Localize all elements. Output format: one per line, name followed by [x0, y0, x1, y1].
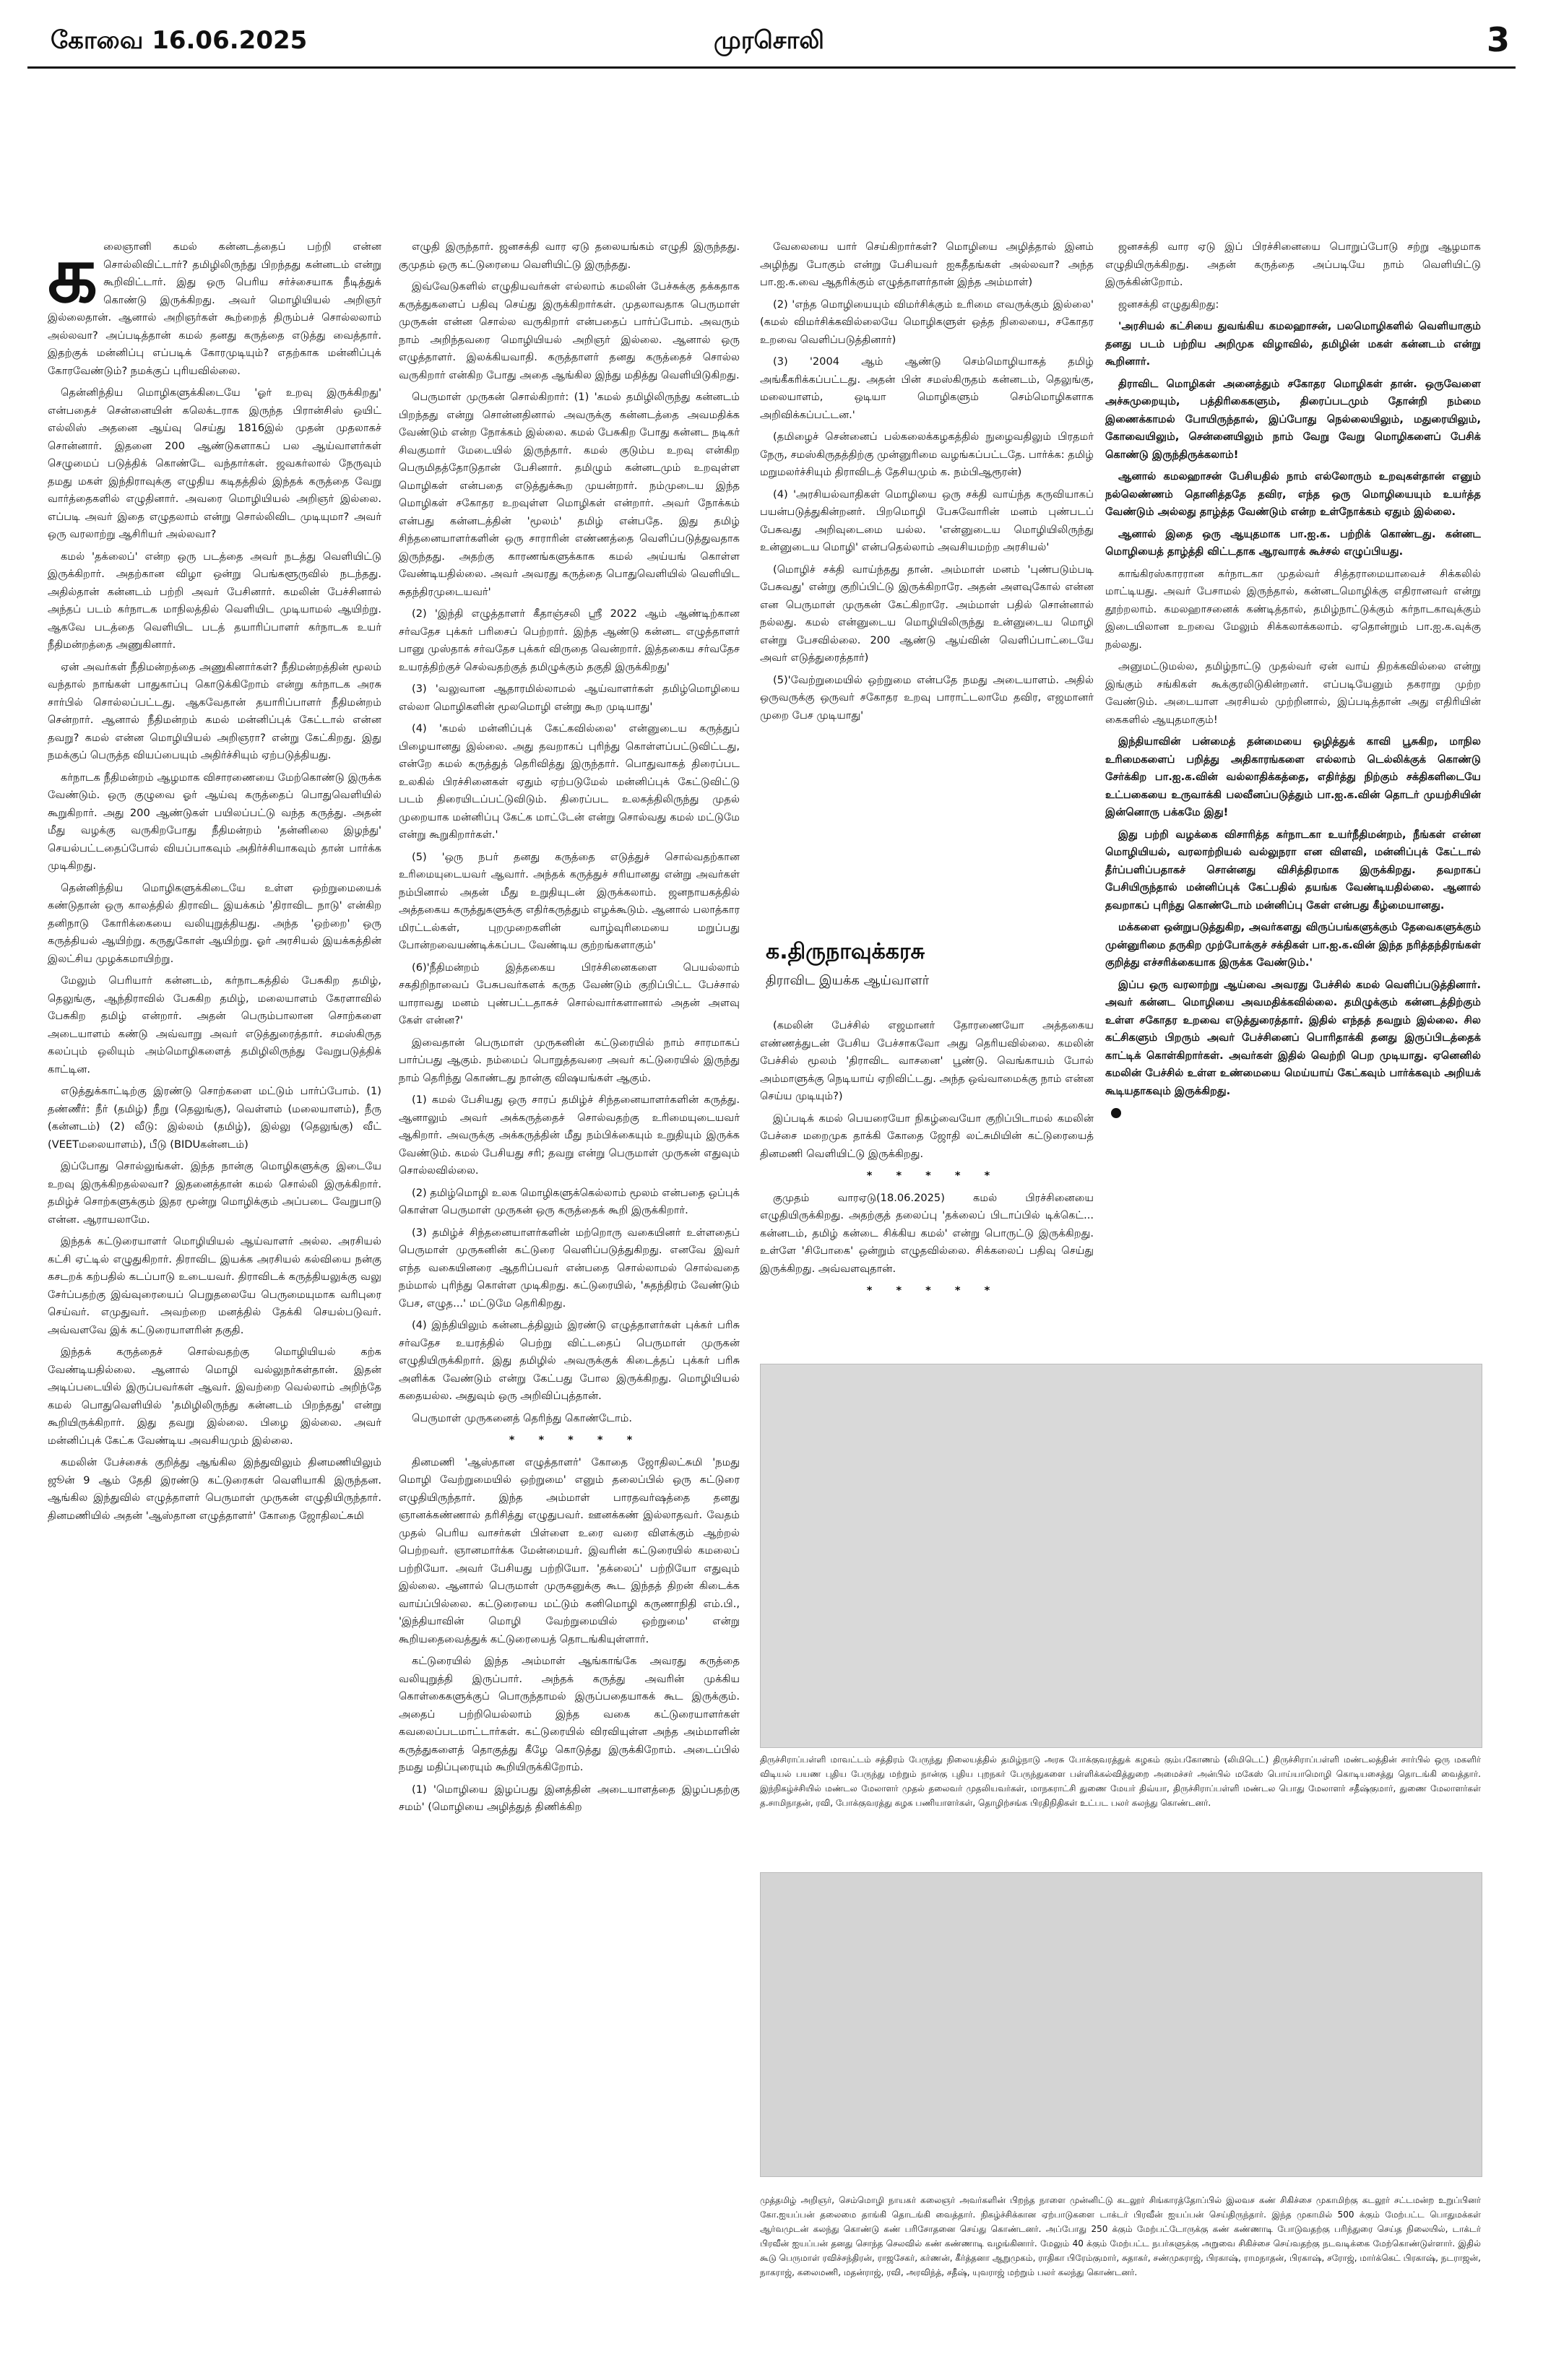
paragraph: (2) தமிழ்மொழி உலக மொழிகளுக்கெல்லாம் மூலம் என்பதை ஒப்புக் கொள்ள பெருமாள் முருகன் ஒரு கருத்தைக் கூறி இருக்கிறார்.: [399, 1186, 740, 1216]
paragraph: (கமலின் பேச்சில் எஜமானர் தோரணையோ அத்தகைய எண்ணத்துடன் பேசிய பேச்சாகவோ அது தெரியவில்லை. கமலின் பேச்சில் மூலம் 'திராவிட வாசனை' பூண்டு. வெங்காயம் போல் அம்மாளுக்கு நெடியாய் ஏறிவிட்டது. அந்த ஒவ்வாமைக்கு நாம் என்ன செய்ய முடியும்?): [760, 1019, 1094, 1102]
paragraph: தென்னிந்திய மொழிகளுக்கிடையே 'ஓர் உறவு இருக்கிறது' என்பதைச் சென்னையின் கலெக்டராக இருந்த பிரான்சிஸ் ஒயிட் எல்லிஸ் அதனை ஆய்வு செய்து 1816இல் முதன் முதலாகச் சொன்னார். இதனை 200 ஆண்டுகளாகப் பல ஆய்வாளர்கள் செழுமைப் படுத்திக் கொண்டே வந்தார்கள். ஜவகர்லால் நேருவும் தமது மகள் இந்திராவுக்கு எழுதிய கடிதத்தில் இந்தக் கருத்தை வேறு வார்த்தைகளில் எழுதினார். அவரை மொழியியல் அறிஞர் இல்லை. எப்படி அவர் இதை எழுதலாம் என்று சொல்லிவிட முடியுமா? அவர் ஒரு வரலாற்று ஆசிரியர் அல்லவா?: [48, 386, 381, 540]
paragraph: இப்போது சொல்லுங்கள். இந்த நான்கு மொழிகளுக்கு இடையே உறவு இருக்கிறதல்லவா? இதனைத்தான் கமல் சொல்லி இருக்கிறார். தமிழ்ச் சொற்களுக்கும் இதர மூன்று மொழிக்கும் அப்படை வேறுபாடு என்ன. ஆராயலாமே.: [48, 1160, 381, 1226]
photo-caption-1: திருச்சிராப்பள்ளி மாவட்டம் சத்திரம் பேருந்து நிலையத்தில் தமிழ்நாடு அரசு போக்குவரத்துக் கழகம் கும்பகோணம் (லிமிடெட்) திருச்சிராப்பள்ளி மண்டலத்தின் சார்பில் ஒரு மகளிர் விடியல் பயண புதிய பேருந்து மற்றும் நான்கு புதிய புறநகர் பேருந்துகளை பள்ளிக்கல்வித்துறை அமைச்சர் அன்பில் மகேஸ் பொய்யாமொழி கொடியசைத்து தொடங்கி வைத்தார். இந்நிகழ்ச்சியில் மண்டல மேலாளர் முதல் தலைவர் முதலியவர்கள், மாநகராட்சி துணை மேயர் திவ்யா, திருச்சிராப்பள்ளி மண்டல பொது மேலாளர் சதீஷ்குமார், துணை மேலாளர்கள் த.சாமிநாதன், ரவி, போக்குவரத்து கழக பணியாளர்கள், தொழிற்சங்க பிரதிநிதிகள் உட்பட பலர் கலந்து கொண்டனர்.: [760, 1754, 1481, 1808]
paragraph: குமுதம் வாரஏடு(18.06.2025) கமல் பிரச்சினையை எழுதியிருக்கிறது. அதற்குத் தலைப்பு 'தக்லைப் பிடாப்பில் டிக்கெட்... கன்னடம், தமிழ் கன்டை சிக்கிய கமல்' என்று பொருட்டு இருக்கிறது. உள்ளே 'சிபோகை' ஒன்றும் எழுதவில்லை. சிக்கலைப் பதிவு செய்து இருக்கிறது. அவ்வளவுதான்.: [760, 1191, 1094, 1275]
section-separator: * * * * *: [509, 1434, 643, 1446]
paragraph: ஏன் அவர்கள் நீதிமன்றத்தை அணுகினார்கள்? நீதிமன்றத்தின் மூலம் வந்தால் நாங்கள் பாதுகாப்பு கொடுக்கிறோம் என்று கர்நாடக அரசு சார்பில் சொல்லப்பட்டது. ஆகவேதான் தயாரிப்பாளர் நீதிமன்றம் சென்றார். ஆனால் நீதிமன்றம் கமல் மன்னிப்புக் கேட்டால் என்ன தவறு? கமல் என்ன மொழியியல் அறிஞரா? என்று கேட்கிறது. இது நமக்குப் பெருத்த வியப்பையும் அதிர்ச்சியும் ஏற்படுத்தியது.: [48, 660, 381, 761]
paragraph: இப்படிக் கமல் பெயரையோ நிகழ்வையோ குறிப்பிடாமல் கமலின் பேச்சை மறைமுக தாக்கி கோதை ஜோதி லட்சுமியின் கட்டுரையைத் தினமணி வெளியிட்டு இருக்கிறது.: [760, 1112, 1094, 1160]
paragraph: கட்டுரையில் இந்த அம்மாள் ஆங்காங்கே அவரது கருத்தை வலியுறுத்தி இருப்பார். அந்தக் கருத்து அவரின் முக்கிய கொள்கைகளுக்குப் பொருந்தாமல் இருப்பதையாகக் கூட இருக்கும். அதைப் பற்றியெல்லாம் இந்த வகை கட்டுரையாளர்கள் கவலைப்படமாட்டார்கள். கட்டுரையில் விரவியுள்ள அந்த அம்மாளின் கருத்துகளைத் தொகுத்து கீழே கொடுத்து இருக்கிறோம். அடைப்பில் நமது மதிப்புரையும் கூறியிருக்கிறோம்.: [399, 1655, 740, 1773]
paragraph: கமலின் பேச்சைக் குறித்து ஆங்கில இந்துவிலும் தினமணியிலும் ஜூன் 9 ஆம் தேதி இரண்டு கட்டுரைகள் வெளியாகி இருந்தன. ஆங்கில இந்துவில் எழுத்தாளர் பெருமாள் முருகன் எழுதியிருந்தார். தினமணியில் அதன் 'ஆஸ்தான எழுத்தாளர்' கோதை ஜோதிலட்சுமி: [48, 1456, 381, 1522]
paragraph: லைஞானி கமல் கன்னடத்தைப் பற்றி என்ன சொல்லிவிட்டார்? தமிழிலிருந்து பிறந்தது கன்னடம் என்று கூறிவிட்டார். இது ஒரு பெரிய சர்ச்சையாக நீடித்துக் கொண்டு இருக்கிறது. அவர் மொழியியல் அறிஞர் இல்லைதான். ஆனால் அறிஞர்கள் கூற்றைத் திரும்பச் சொல்லலாம் அல்லவா? அப்படித்தான் கமல் தனது கருத்தை எடுத்து வைத்தார். இதற்குக் மன்னிப்பு எப்படிக் கோரமுடியும்? எதற்காக மன்னிப்புக் கோரவேண்டும்? நமக்குப் புரியவில்லை.: [48, 241, 381, 377]
paragraph: மேலும் பெரியார் கன்னடம், கர்நாடகத்தில் பேசுகிற தமிழ், தெலுங்கு, ஆந்திராவில் பேசுகிற தமிழ், மலையாளம் கேரளாவில் பேசுகிற தமிழ் என்றார். அதன் பெரும்பாலான சொற்களை அடையாளம் கண்டு அவ்வாறு அவர் எடுத்துரைத்தார். சமஸ்கிருத கலப்பும் ஒலியும் அம்மொழிகளைத் தமிழிலிருந்து வேறுபடுத்திக் காட்டின.: [48, 974, 381, 1076]
paragraph: ஜனசக்தி வார ஏடு இப் பிரச்சினையை பொறுப்போடு சற்று ஆழமாக எழுதியிருக்கிறது. அதன் கருத்தை அப்படியே நாம் வெளியிட்டு இருக்கின்றோம்.: [1105, 241, 1481, 288]
paragraph: இந்தக் கருத்தைச் சொல்வதற்கு மொழியியல் கற்க வேண்டியதில்லை. ஆனால் மொழி வல்லுநர்கள்தான். இதன் அடிப்படையில் இருப்பவர்கள் ஆவர். இவற்றை வெல்லாம் அறிந்தே கமல் பொதுவெளியில் 'தமிழிலிருந்து கன்னடம் பிறந்தது' என்று கூறியிருக்கிறார். இது தவறு இல்லை. பிழை இல்லை. அவர் மன்னிப்புக் கேட்க வேண்டிய அவசியமும் இல்லை.: [48, 1346, 381, 1447]
paragraph: கமல் 'தக்லைப்' என்ற ஒரு படத்தை அவர் நடத்து வெளியிட்டு இருக்கிறார். அதற்கான விழா ஒன்று பெங்களூருவில் நடந்தது. அதில்தான் கன்னடம் பற்றி அவர் பேசினார். கமலின் பேச்சினால் அந்தப் படம் கர்நாடக மாநிலத்தில் வெளியிட முடியாமல் ஆயிற்று. ஆகவே படத்தை வெளியிட படத் தயாரிப்பாளர் கர்நாடக உயர் நீதிமன்றத்தை அணுகினார்.: [48, 550, 381, 651]
paragraph: எடுத்துக்காட்டிற்கு இரண்டு சொற்களை மட்டும் பார்ப்போம். (1) தண்ணீர்: நீர் (தமிழ்) நீறு (தெலுங்கு), வெள்ளம் (மலையாளம்), நீரு (கன்னடம்) (2) வீடு: இல்லம் (தமிழ்), இல்லு (தெலுங்கு) வீட் (VEETமலையாளம்), பீடு (BIDUகன்னடம்): [48, 1085, 381, 1151]
paragraph: எழுதி இருந்தார். ஜனசக்தி வார ஏடு தலையங்கம் எழுதி இருந்தது. குமுதம் ஒரு கட்டுரையை வெளியிட்டு இருந்தது.: [399, 241, 740, 271]
paragraph: பெருமாள் முருகனைத் தெரிந்து கொண்டோம்.: [412, 1411, 632, 1424]
header-rule: [27, 66, 1516, 69]
article-column-3: [760, 238, 1094, 917]
paragraph: (4) 'அரசியல்வாதிகள் மொழியை ஒரு சக்தி வாய்ந்த கருவியாகப் பயன்படுத்துகின்றனர். பிறமொழி பேசுவோரின் மனம் புண்படப் பேசுவது அறிவுடைமை யல்ல. 'என்னுடைய மொழியிலிருந்து உன்னுடைய மொழி' என்பதெல்லாம் அவசியமற்ற அரசியல்': [760, 488, 1094, 553]
paragraph: தினமணி 'ஆஸ்தான எழுத்தாளர்' கோதை ஜோதிலட்சுமி 'நமது மொழி வேற்றுமையில் ஒற்றுமை' எனும் தலைப்பில் ஒரு கட்டுரை எழுதியிருந்தார். இந்த அம்மாள் பாரதவர்ஷத்தை தனது ஞானக்கண்ணால் தரிசித்து எழுதுபவர். ஊனக்கண் இல்லாதவர். வேதம் முதல் பெரிய வாசர்கள் பிள்ளை உரை வரை விளக்கும் ஆற்றல் பெற்றவர். ஞானமார்க்க மேன்மையர். இவரின் கட்டுரையில் கமலைப் பற்றியோ. அவர் பேசியது பற்றியோ. 'தக்லைப்' பற்றியோ எதுவும் இல்லை. ஆனால் பெருமாள் முருகனுக்கு கூட இந்தத் திறன் கிடைக்க வாய்ப்பில்லை. கட்டுரையை மட்டும் கனிமொழி கருணாநிதி எம்.பி., 'இந்தியாவின் மொழி வேற்றுமையில் ஒற்றுமை' என்று கூறியதைவைத்துக் கட்டுரையைத் தொடங்கியுள்ளார்.: [399, 1455, 740, 1645]
page-header: [27, 20, 1516, 59]
paragraph: இது பற்றி வழக்கை விசாரித்த கர்நாடகா உயர்நீதிமன்றம், நீங்கள் என்ன மொழியியல், வரலாற்றியல் வல்லுநரா என விளவி, மன்னிப்புக் கேட்டால் தீர்ப்பளிப்பதாகச் சொன்னது விசித்திரமாக இருக்கிறது. தவறாகப் பேசியிருந்தால் மன்னிப்புக் கேட்பதில் தயங்க வேண்டியதில்லை. ஆனால் தவறாகப் புரிந்து கொண்டோம் மன்னிப்பு கேள் என்பது கீழ்மையானது.: [1105, 828, 1481, 912]
edition-date: கோவை 16.06.2025: [51, 26, 308, 55]
news-photo-bus-launch: [760, 1364, 1482, 1748]
drop-cap: க: [48, 238, 98, 320]
paragraph: (5) 'ஒரு நபர் தனது கருத்தை எடுத்துச் சொல்வதற்கான உரிமையுடையவர் ஆவார். அந்தக் கருத்துச் சரியானது என்று அவர்கள் நம்பினால் அதன் மீது உறுதியுடன் இருக்கலாம். ஜனநாயகத்தில் அத்தகைய கருத்துகளுக்கு எதிர்கருத்தும் எழக்கூடும். ஆனால் பலாத்கார மிரட்டல்கள், புறமுறைகளின் வாழ்வுரிமையை மறுப்பது போன்றவையண்டிக்கப்பட வேண்டிய குற்றங்களாகும்': [399, 850, 740, 951]
paragraph: ஜனசக்தி எழுதுகிறது:: [1118, 298, 1219, 311]
paragraph: (6)'நீதிமன்றம் இத்தகைய பிரச்சினைகளை பெயல்லாம் சகதிறிநாவைப் பேசுபவர்களக் கருத வேண்டும் குறிப்பிட்ட பேச்சால் யாராவது மனம் புண்பட்டதாகச் சொல்வார்களானால் அதன் அளவு கேள் என்ன?': [399, 961, 740, 1026]
paragraph: இவைதான் பெருமாள் முருகனின் கட்டுரையில் நாம் சாரமாகப் பார்ப்பது ஆகும். நம்மைப் பொறுத்தவரை அவர் கட்டுரையில் இருந்து நாம் தெரிந்து கொண்டது நான்கு விஷயங்கள் ஆகும்.: [399, 1036, 740, 1084]
page-number: 3: [1486, 20, 1510, 59]
paragraph: இந்தியாவின் பன்மைத் தன்மையை ஒழித்துக் காவி பூசுகிற, மாநில உரிமைகளைப் பறித்து அதிகாரங்களை எல்லாம் டெல்லிக்குக் கொண்டு சேர்க்கிற பா.ஐ.க.வின் வல்லாதிக்கத்தை, எதிர்த்து நிற்கும் சக்திகளிடையே உட்பகையை உருவாக்கி பலவீனப்படுத்தும் பா.ஐ.க.வின் தொடர் முயற்சியின் இன்னொரு பக்கமே இது!: [1105, 735, 1481, 818]
article-column-1: [48, 238, 381, 1986]
paragraph: காங்கிரஸ்காரரான கர்நாடகா முதல்வர் சித்தராமையாவைச் சிக்கலில் மாட்டியது. அவர் பேசாமல் இருந்தால், கன்னடமொழிக்கு எதிரானவர் என்று தூற்றலாம். கமலஹாசனைக் கண்டித்தால், தமிழ்நாட்டுக்கும் கர்நாடகாவுக்கும் இடையிலான உறவை மேலும் சிக்கலாக்கலாம். ஏதொன்றும் பா.ஐ.க.வுக்கு நல்லது.: [1105, 567, 1481, 651]
paragraph: 'அரசியல் கட்சியை துவங்கிய கமலஹாசன், பலமொழிகளில் வெளியாகும் தனது படம் பற்றிய அறிமுக விழாவில், தமிழின் மகள் கன்னடம் என்று கூறினார்.: [1105, 320, 1481, 368]
section-separator: * * * * *: [866, 1169, 1000, 1182]
end-mark-icon: [1111, 1108, 1121, 1118]
paragraph: (3) தமிழ்ச் சிந்தனையாளர்களின் மற்றொரு வகையினர் உள்ளதைப் பெருமாள் முருகனின் கட்டுரை வெளிப்படுத்துகிறது. எனவே இவர் எந்த வகையினரை ஆதரிப்பவர் என்பதை சொல்லாமல் சொல்வதை நம்மால் புரிந்து கொள்ள முடிகிறது. கட்டுரையில், 'சுதந்திரம் வேண்டும் பேச, எழுத...' மட்டுமே தெரிகிறது.: [399, 1226, 740, 1310]
paragraph: இப்ப ஒரு வரலாற்று ஆய்வை அவரது பேச்சில் கமல் வெளிப்படுத்தினார். அவர் கன்னட மொழியை அவமதிக்கவில்லை. தமிழுக்கும் கன்னடத்திற்கும் உள்ள சகோதர உறவை எடுத்துரைத்தார். இதில் எந்தத் தவறும் இல்லை. சில கட்சிகளும் பிறரும் அவர் பேச்சினைப் பொரிதாக்கி தனது இருப்பிடத்தைக் காட்டிக் கொள்கிறார்கள். அவர்கள் இதில் வெற்றி பெற முடியாது. ஏனெனில் கமலின் பேச்சில் உள்ள உண்மையை மெய்யாய் கேட்கவும் பார்க்கவும் அறியக் கூடியதாகவும் இருக்கிறது.: [1105, 978, 1481, 1097]
author-role: திராவிட இயக்க ஆய்வாளர்: [766, 973, 930, 988]
paragraph: அனுமட்டுமல்ல, தமிழ்நாட்டு முதல்வர் ஏன் வாய் திறக்கவில்லை என்று இங்கும் சங்கிகள் கூக்குரலிடுகின்றனர். எப்படியேனும் தகராறு முற்ற வேண்டும். அடையாள அரசியல் முற்றினால், இப்படித்தான் அது எதிரியின் கைகளில் ஆயுதமாகும்!: [1105, 660, 1481, 726]
paragraph: கர்நாடக நீதிமன்றம் ஆழமாக விசாரணையை மேற்கொண்டு இருக்க வேண்டும். ஒரு குழுவை ஓர் ஆய்வு கருத்தைப் பொதுவெளியில் கூறுகிறார். அது 200 ஆண்டுகள் பயிலப்பட்டு வந்த கருத்து. அதன் மீது வழக்கு வருகிறபோது நீதிமன்றம் 'தன்னிலை இழந்து' செயல்பட்டதைப்போல் வியப்பாகவும் அதிர்ச்சியாகவும் தான் பார்க்க முடிகிறது.: [48, 771, 381, 872]
paragraph: மக்களை ஒன்றுபடுத்துகிற, அவர்களது விருப்பங்களுக்கும் தேவைகளுக்கும் முன்னுரிமை தருகிற முற்போக்குச் சக்திகள் பா.ஐ.க.வின் இந்த நரித்தந்திரங்கள் குறித்து எச்சரிக்கையாக இருக்க வேண்டும்.': [1105, 921, 1481, 969]
paragraph: (மொழிச் சக்தி வாய்ந்தது தான். அம்மாள் மனம் 'புண்படும்படி பேசுவது' என்று குறிப்பிட்டு இருக்கிறாரே. அதன் அளவுகோல் என்ன என பெருமாள் முருகன் கேட்கிறாரே. அம்மாள் பதில் சொன்னால் நல்லது. கமல் என்னுடைய மொழியிலிருந்து உன்னுடைய மொழி என்று பேசவில்லை. 200 ஆண்டு ஆய்வின் வெளிப்பாட்டையே அவர் எடுத்துரைத்தார்): [760, 563, 1094, 664]
paragraph: (1) 'மொழியை இழப்பது இனத்தின் அடையாளத்தை இழப்பதற்கு சமம்' (மொழியை அழித்துத் திணிக்கிற: [399, 1783, 740, 1813]
paragraph: (4) இந்தியிலும் கன்னடத்திலும் இரண்டு எழுத்தாளர்கள் புக்கர் பரிசு சர்வதேச உயரத்தில் பெற்று விட்டதைப் பெருமாள் முருகன் எழுதியிருக்கிறார். இது தமிழில் அவருக்குக் கிடைத்தப் புக்கர் பரிசு அளிக்க வேண்டும் என்று கேட்பது போல இருக்கிறது. மொழியியல் கதையல்ல. அதுவும் ஒரு அறிவிப்புத்தான்.: [399, 1319, 740, 1402]
news-photo-eye-camp: [760, 1872, 1482, 2177]
paragraph: ஆனால் இதை ஒரு ஆயுதமாக பா.ஐ.க. பற்றிக் கொண்டது. கன்னட மொழியைத் தாழ்த்தி விட்டதாக ஆரவாரக் கூச்சல் எழுப்பியது.: [1105, 527, 1481, 558]
article-column-3-continued: [760, 1017, 1094, 1335]
paragraph: (தமிழைச் சென்னைப் பல்கலைக்கழகத்தில் நுழைவதிலும் பிரதமர் நேரு, சமஸ்கிருதத்திற்கு முன்னுரிமை வழங்கப்பட்டதே. பார்க்க: தமிழ் மறுமலர்ச்சியும் திராவிடத் தேசியமும் க. நம்பிஆரூரன்): [760, 430, 1094, 478]
paragraph: இவ்வேடுகளில் எழுதியவர்கள் எல்லாம் கமலின் பேச்சுக்கு தக்கதாக கருத்துகளைப் பதிவு செய்து இருக்கிறார்கள். முதலாவதாக பெருமாள் முருகன் என்ன சொல்ல வருகிறார் என்பதைப் பார்ப்போம். அவரும் நாம் அறிந்தவரை மொழியியல் அறிஞர் இல்லை. ஆனால் ஒரு எழுத்தாளர். இலக்கியவாதி. கருத்தாளர் தனது கருத்தைச் சொல்ல வருகிறார் என்கிற போது அதை ஆங்கில இந்து மதித்து வெளியிடுகிறது.: [399, 280, 740, 381]
paragraph: (3) '2004 ஆம் ஆண்டு செம்மொழியாகத் தமிழ் அங்கீகரிக்கப்பட்டது. அதன் பின் சமஸ்கிருதம் கன்னடம், தெலுங்கு, மலையாளம், ஒடியா மொழிகளும் செம்மொழிகளாக அறிவிக்கப்பட்டன.': [760, 355, 1094, 421]
paragraph: பெருமாள் முருகன் சொல்கிறார்: (1) 'கமல் தமிழிலிருந்து கன்னடம் பிறந்தது என்று சொன்னதினால் அவருக்கு கன்னடத்தை அவமதிக்க வேண்டும் என்ற நோக்கம் இல்லை. கமல் பேசுகிற போது கன்னட நடிகர் சிவகுமார் மேடையில் இருந்தார். கமல் குடும்ப உறவு என்கிற பெருமிதத்தோடுதான் பேசினார். தமிழும் கன்னடமும் உறவுள்ள மொழிகள் என்பதை எடுத்துக்கூற முயன்றார். நம்முடைய இந்த மொழிகள் சகோதர உறவுள்ள மொழிகள் என்றார். அவர் நோக்கம் என்பது கன்னடத்தின் 'மூலம்' தமிழ் என்பதே. இது தமிழ் சிந்தனையாளர்களின் ஒரு சாராரின் எண்ணத்தை வெளிப்படுத்துவதாக இருந்தது. அதற்கு காரணங்களுக்காக கமல் அய்யங் கொள்ள வேண்டியதில்லை. அவர் அவரது கருத்தை பொதுவெளியில் வெளியிட சுதந்திரமுடையவர்': [399, 391, 740, 598]
photo-caption-2: முத்தமிழ் அறிஞர், செம்மொழி நாயகர் கலைஞர் அவர்களின் பிறந்த நாளை முன்னிட்டு கடலூர் சிங்காரத்தோப்பில் இலவச கண் சிகிச்சை முகாமிற்கு கடலூர் சட்டமன்ற உறுப்பினர் கோ.ஐயப்பன் தலைமை தாங்கி தொடங்கி வைத்தார். நிகழ்ச்சிக்கான ஏற்பாடுகளை டாக்டர் பிரவீன் ஐயப்பன் செய்திருந்தார். இந்த முகாமில் 500 க்கும் மேற்பட்ட பொதுமக்கள் ஆர்வமுடன் கலந்து கொண்டு கண் பரிசோதனை செய்து கொண்டனர். அப்போது 250 க்கும் மேற்பட்டோருக்கு கண் கண்ணாடி போடுவதற்கு பரிந்துரை செய்த நிலையில், டாக்டர் பிரவீன் ஐயப்பன் தனது சொந்த செலவில் கண் கண்ணாடி வழங்கினார். மேலும் 40 க்கும் மேற்பட்ட நபர்களுக்கு அறுவை சிகிச்சை செய்வதற்கு நடவடிக்கை மேற்கொண்டுள்ளார். இதில் கூடு பெருமாள் ரவிச்சந்திரன், ராஜசேகர், கர்ணன், கீர்த்தனா ஆறுமுகம், ராதிகா பிரேம்குமார், சுதாகர், சண்முகராஜ், பிரகாஷ், ராமநாதன், பிரகாஷ், சரோஜ், மார்க்கெட் பிரகாஷ், நடராஜன், நாகராஜ், கலைமணி, மதன்ராஜ், ரவி, அரவிந்த், சதீஷ், யுவராஜ் மற்றும் பலர் கலந்து கொண்டனர்.: [760, 2195, 1481, 2277]
paragraph: (3) 'வலுவான ஆதாரமில்லாமல் ஆய்வாளர்கள் தமிழ்மொழியை எல்லா மொழிகளின் மூலமொழி என்று கூற முடியாது': [399, 683, 740, 713]
paper-name: முரசொலி: [714, 26, 824, 55]
paragraph: (2) 'இந்தி எழுத்தாளர் கீதாஞ்சலி ஸ்ரீ 2022 ஆம் ஆண்டிற்கான சர்வதேச புக்கர் பரிசைப் பெற்றார். இந்த ஆண்டு கன்னட எழுத்தாளர் பானு முஸ்தாக் சர்வதேச புக்கர் விருதை வென்றார். இத்தகைய சர்வதேச உயரத்திற்குச் செல்வதற்குத் தமிழுக்கும் தகுதி இருக்கிறது': [399, 607, 740, 673]
section-separator: * * * * *: [866, 1284, 1000, 1297]
paragraph: திராவிட மொழிகள் அனைத்தும் சகோதர மொழிகள் தான். ஒருவேளை அச்சுமுறையும், பத்திரிகைகளும், திரைப்படமும் தோன்றி நம்மை இணைக்காமல் போயிருந்தால், இப்போது நெல்லையிலும், மதுரையிலும், கோவையிலும், சென்னையிலும் நாம் வேறு வேறு மொழிகளைப் பேசிக் கொண்டு இருந்திருக்கலாம்!: [1105, 377, 1481, 461]
article-column-4: [1105, 238, 1481, 1474]
author-name: க.திருநாவுக்கரசு: [766, 939, 925, 964]
paragraph: (5)'வேற்றுமையில் ஒற்றுமை என்பதே நமது அடையாளம். அதில் ஒருவருக்கு ஒருவர் சகோதர உறவு பாராட்டலாமே தவிர, எஜமானர் முறை பேச முடியாது': [760, 673, 1094, 722]
paragraph: (4) 'கமல் மன்னிப்புக் கேட்கவில்லை' என்னுடைய கருத்துப் பிழையானது இல்லை. அது தவறாகப் புரிந்து கொள்ளப்பட்டுவிட்டது, என்றே கமல் கருத்துத் தெரிவித்து இருந்தார். பொதுவாகத் திரைப்பட உலகில் பிரச்சினைகள் ஏதும் ஏற்படுமேல் மன்னிப்புக் கேட்டுவிட்டு படம் திரையிடப்பட்டுவிடும். திரைப்பட உலகத்திலிருந்து முதல் முறையாக மன்னிப்பு கேட்க மாட்டேன் என்று சொல்வது கமல் மட்டுமே என்று கூறுகிறார்கள்.': [399, 722, 740, 841]
paragraph: தென்னிந்திய மொழிகளுக்கிடையே உள்ள ஒற்றுமையைக் கண்டுதான் ஒரு காலத்தில் திராவிட இயக்கம் 'திராவிட நாடு' என்கிற தனிநாடு கோரிக்கையை வலியுறுத்தியது. அந்த 'ஒற்றை' ஒரு கருத்தியல் ஆயிற்று. கருதுகோள் ஆயிற்று. ஓர் அரசியல் இயக்கத்தின் இலட்சிய முழக்கமாயிற்று.: [48, 881, 381, 965]
paragraph: (2) 'எந்த மொழியையும் விமர்சிக்கும் உரிமை எவருக்கும் இல்லை' (கமல் விமர்சிக்கவில்லையே மொழிகளுள் ஒத்த நிலையை, சகோதர உறவை வெளிப்படுத்தினார்): [760, 298, 1094, 346]
paragraph: (1) கமல் பேசியது ஒரு சாரப் தமிழ்ச் சிந்தனையாளர்களின் கருத்து. ஆனாலும் அவர் அக்கருத்தைச் சொல்வதற்கு உரிமையுடையவர் ஆகிறார். அவருக்கு அக்கருத்தின் மீது நம்பிக்கையும் உறுதியும் இருக்க வேண்டும். கமல் பேசியது சரி; தவறு என்று பெருமாள் முருகன் எதுவும் சொல்லவில்லை.: [399, 1094, 740, 1177]
paragraph: வேலையை யார் செய்கிறார்கள்? மொழியை அழித்தால் இனம் அழிந்து போகும் என்று பேசியவர் ஐகதீதங்கள் அல்லவா? அந்த பா.ஐ.க.வை ஆதரிக்கும் எழுத்தாளர்தான் இந்த அம்மாள்): [760, 241, 1094, 288]
paragraph: ஆனால் கமலஹாசன் பேசியதில் நாம் எல்லோரும் உறவுகள்தான் எனும் நல்லெண்ணம் தொனித்ததே தவிர, எந்த ஒரு மொழியையும் உயர்த்த வேண்டும் அல்லது தாழ்த்த வேண்டும் என்ற உள்நோக்கம் ஏதும் இல்லை.: [1105, 470, 1481, 518]
article-column-2: [399, 238, 740, 2163]
author-byline: [766, 939, 1091, 997]
paragraph: இந்தக் கட்டுரையாளர் மொழியியல் ஆய்வாளர் அல்ல. அரசியல் கட்சி ஏட்டில் எழுதுகிறார். திராவிட இயக்க அரசியல் கல்வியை நன்கு கசடறக் கற்பதில் கடப்பாடு உடையவர். திராவிடக் கருத்தியலுக்கு வலு சேர்ப்பதற்கு இவ்வுரையைப் பெறுதலையே பெருமையுமாக வரிபுரை செய்வர். எமுதுவர். அவற்றை மனத்தில் தேக்கி செயல்படுவர். அவ்வளவே இக் கட்டுரையாளரின் தகுதி.: [48, 1235, 381, 1336]
